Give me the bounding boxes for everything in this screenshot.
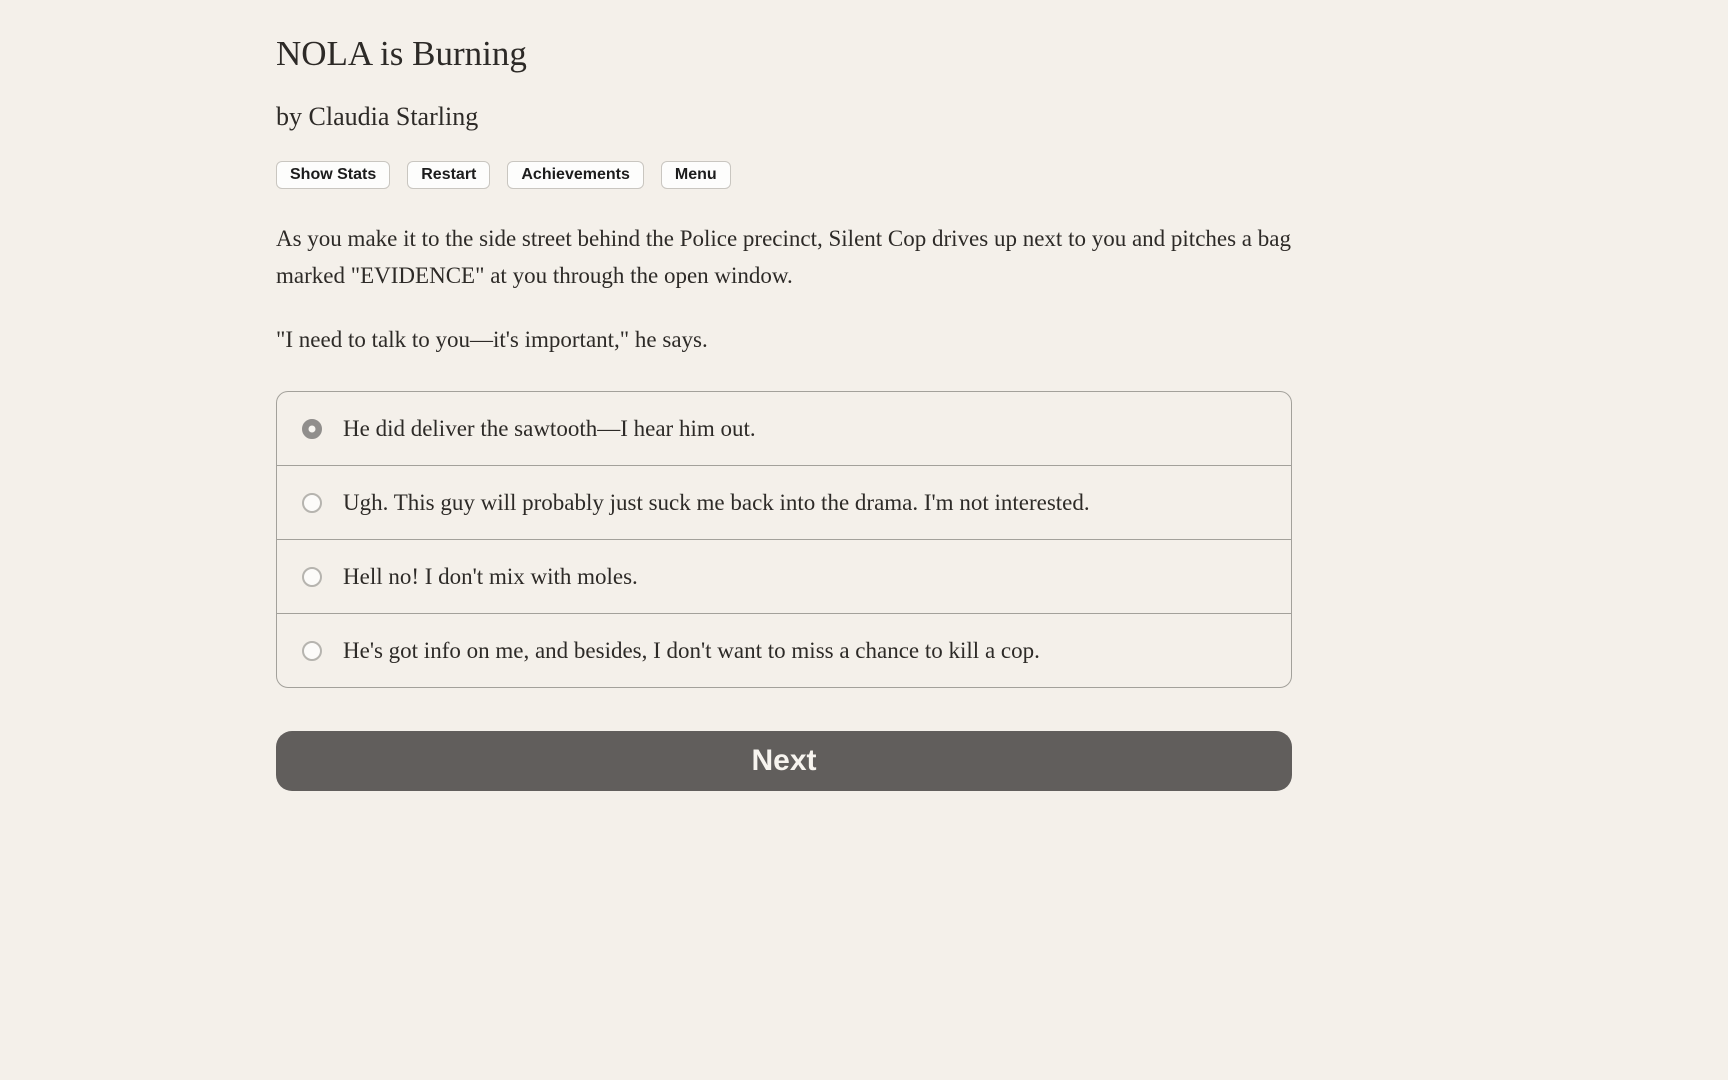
choice-label: He did deliver the sawtooth—I hear him out. [343, 415, 756, 441]
choice-option-1[interactable] [277, 392, 1291, 466]
story-paragraph: As you make it to the side street behind the Police precinct, Silent Cop drives up next to you and pitches a bag marked "EVIDENCE" at you through the open window. [276, 226, 1291, 288]
choice-radio[interactable] [302, 641, 322, 661]
next-button[interactable]: Next [276, 731, 1292, 791]
choice-label: Ugh. This guy will probably just suck me back into the drama. I'm not interested. [343, 489, 1090, 515]
restart-button[interactable]: Restart [407, 161, 490, 189]
choice-option-3[interactable] [277, 540, 1291, 614]
toolbar [276, 161, 1292, 189]
choice-radio[interactable] [302, 493, 322, 513]
story-text [276, 220, 1292, 358]
menu-button[interactable]: Menu [661, 161, 731, 189]
page-title: NOLA is Burning [276, 34, 527, 73]
choice-radio[interactable] [302, 567, 322, 587]
choice-option-4[interactable] [277, 614, 1291, 687]
author-byline: by Claudia Starling [276, 102, 479, 131]
choice-label: He's got info on me, and besides, I don't want to miss a chance to kill a cop. [343, 637, 1040, 663]
game-page [276, 0, 1292, 791]
choice-radio[interactable] [302, 419, 322, 439]
story-paragraph: "I need to talk to you—it's important," he says. [276, 327, 708, 352]
choice-option-2[interactable] [277, 466, 1291, 540]
show-stats-button[interactable]: Show Stats [276, 161, 390, 189]
choice-label: Hell no! I don't mix with moles. [343, 563, 638, 589]
achievements-button[interactable]: Achievements [507, 161, 644, 189]
choice-group [276, 391, 1292, 688]
